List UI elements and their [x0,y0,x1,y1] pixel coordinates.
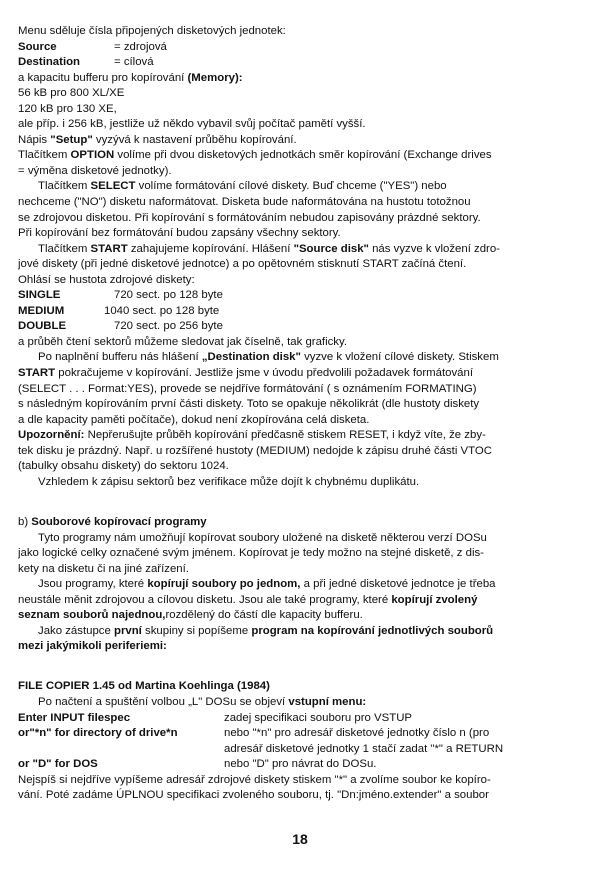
section-b-line: jako logické celky označené svým jménem. Kopírovat je tedy možno na stejné disketě, z dis- [18,547,484,560]
memory-line: a kapacitu bufferu pro kopírování (Memory): [18,71,243,84]
document-page [18,24,580,804]
source-row [18,40,580,56]
file-copier-intro: Po načtení a spuštění volbou „L" DOSu se objeví vstupní menu: [38,695,367,708]
menu-key [18,742,224,758]
destination-row [18,55,580,71]
start-paragraph-line-2: jové diskety (při jedné disketové jednotce) a po opětovném stisknutí START začíná čtení. [18,258,467,271]
file-copier-last-2: vání. Poté zadáme ÚPLNOU specifikaci zvoleného souboru, tj. "Dn:jméno.extender" a soubor [18,789,489,802]
option-line-2: = výměna disketové jednotky). [18,164,172,177]
warning-line-3: (tabulky obsahu diskety) do sektoru 1024. [18,460,229,473]
fill-paragraph-line-4: s následným kopírováním první části diskety. Toto se opakuje několikrát (dle hustoty diskety [18,398,480,411]
menu-key: Enter INPUT filespec [18,711,131,724]
fill-paragraph-line-1: Po naplnění bufferu nás hlášení „Destination disk" vyzve k vložení cílové diskety. Stiskem [38,351,499,364]
fill-paragraph-line-3: (SELECT . . . Format:YES), provede se nejdříve formátování ( s oznámením FORMATING) [18,382,477,395]
menu-row [18,726,580,742]
section-b-line: Jsou programy, které kopírují soubory po jednom, a při jedné disketové jednotce je třeba [38,578,496,591]
section-b-line: Tyto programy nám umožňují kopírovat soubory uložené na disketě některou verzí DOSu [38,531,487,544]
destination-label: Destination [18,56,81,69]
density-row [18,319,580,335]
section-b-line: Jako zástupce první skupiny si popíšeme program na kopírování jednotlivých souborů [38,624,494,637]
memory-256: ale příp. i 256 kB, jestliže už někdo vybavil svůj počítač pamětí vyšší. [18,118,366,131]
menu-desc: zadej specifikaci souboru pro VSTUP [224,711,413,724]
density-row [18,304,580,320]
section-b-line: kety na disketu či na jiné zařízení. [18,562,189,575]
option-line: Tlačítkem OPTION volíme při dvou disketových jednotkách směr kopírování (Exchange drives [18,149,492,162]
setup-line: Nápis "Setup" vyzývá k nastavení průběhu kopírování. [18,133,297,146]
menu-desc: adresář disketové jednotky 1 stačí zadat "*" a RETURN [224,742,504,755]
menu-row [18,757,580,773]
fill-paragraph-line-5: a dle kapacity paměti počítače), dokud není zkopírována celá disketa. [18,413,370,426]
section-b-line: neustále měnit zdrojovou a cílovou disketu. Jsou ale také programy, které kopírují zvolený [18,593,478,606]
intro-line: Menu sděluje čísla připojených disketových jednotek: [18,25,286,37]
menu-desc: nebo "D" pro návrat do DOSu. [224,758,377,771]
menu-row [18,711,580,727]
section-b-line: mezi jakýmikoli periferiemi: [18,640,167,653]
source-value: = zdrojová [114,40,167,53]
memory-800: 56 kB pro 800 XL/XE [18,87,125,100]
source-label: Source [18,40,57,53]
file-copier-title: FILE COPIER 1.45 od Martina Koehlinga (1984) [18,680,270,693]
density-name: DOUBLE [18,320,67,333]
section-b-heading: b) Souborové kopírovací programy [18,515,207,528]
density-desc: 720 sect. po 256 byte [114,320,223,333]
select-paragraph-line-2: nechceme ("NO") disketu naformátovat. Disketa bude naformátována na hustotu totožnou [18,196,471,209]
select-paragraph-line-1: Tlačítkem SELECT volíme formátování cílové diskety. Buď chceme ("YES") nebo [38,180,447,193]
select-paragraph-line-4: Při kopírování bez formátování budou zapsány všechny sektory. [18,227,341,240]
page-number: 18 [292,831,308,847]
density-desc: 1040 sect. po 128 byte [104,304,220,317]
memory-130: 120 kB pro 130 XE, [18,102,117,115]
verify-line: Vzhledem k zápisu sektorů bez verifikace může dojít k chybnému duplikátu. [38,475,420,488]
density-row [18,288,580,304]
start-paragraph-line-1: Tlačítkem START zahajujeme kopírování. Hlášení "Source disk" nás vyzve k vložení zdro- [38,242,500,255]
warning-line-2: tek disku je prázdný. Např. u rozšířené hustoty (MEDIUM) nedojde k zápisu druhé části VTOC [18,444,492,457]
density-desc: 720 sect. po 128 byte [114,289,223,302]
menu-key: or"*n" for directory of drive*n [18,727,178,740]
warning-line-1: Upozornění: Nepřerušujte průběh kopírování předčasně stiskem RESET, i když víte, že zby- [18,429,486,442]
menu-desc: nebo "*n" pro adresář disketové jednotky číslo n (pro [224,727,490,740]
file-copier-last-1: Nejspíš si nejdříve vypíšeme adresář zdrojové diskety stiskem "*" a zvolíme soubor ke kopíro- [18,773,491,786]
density-name: MEDIUM [18,304,65,317]
select-paragraph-line-3: se zdrojovou disketou. Při kopírování s formátováním nebudou zapisovány prázdné sektory. [18,211,481,224]
menu-key: or "D" for DOS [18,758,98,771]
after-density-line: a průběh čtení sektorů můžeme sledovat jak číselně, tak graficky. [18,335,348,348]
fill-paragraph-line-2: START pokračujeme v kopírování. Jestliže jsme v úvodu předvolili požadavek formátování [18,367,473,380]
menu-row [18,742,580,758]
density-name: SINGLE [18,289,61,302]
section-b-line: seznam souborů najednou,rozdělený do částí dle kapacity bufferu. [18,609,363,622]
start-paragraph-line-3: Ohlásí se hustota zdrojové diskety: [18,273,195,286]
destination-value: = cílová [114,56,154,69]
